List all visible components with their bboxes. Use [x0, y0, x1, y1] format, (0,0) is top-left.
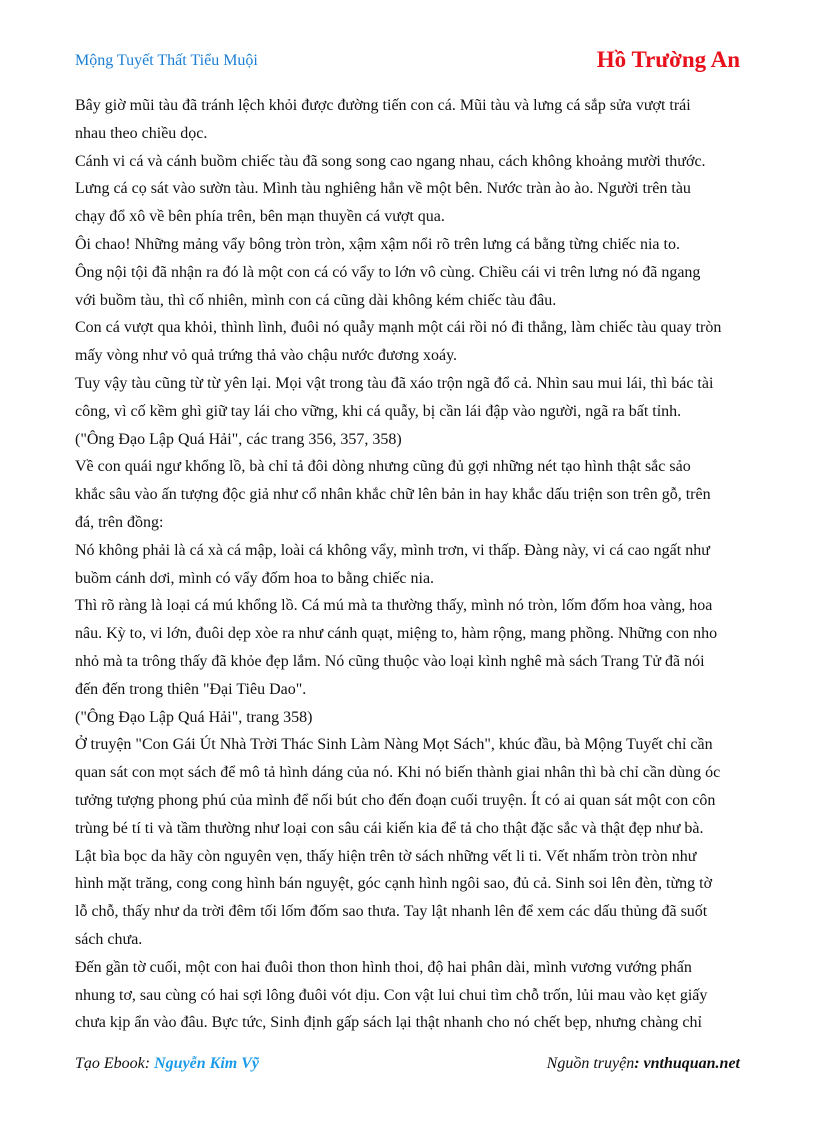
- text-line: công, vì cố kềm ghì giữ tay lái cho vững, khi cá quẫy, bị cần lái đập vào người, ngã ra bất tỉnh.: [75, 402, 682, 420]
- text-line: hình mặt trăng, cong cong hình bán nguyệt, góc cạnh hình ngôi sao, đủ cả. Sinh soi lên đèn, từng tờ: [75, 875, 713, 893]
- footer-ebook-credit: [75, 1055, 259, 1073]
- text-line: quan sát con mọt sách để mô tả hình dáng của nó. Khi nó biến thành giai nhân thì bà chỉ cần dùng óc: [75, 764, 721, 782]
- text-line: Tuy vậy tàu cũng từ từ yên lại. Mọi vật trong tàu đã xáo trộn ngã đổ cả. Nhìn sau mui lái, thì bác tài: [75, 374, 714, 392]
- text-line: chạy đổ xô về bên phía trên, bên mạn thuyền cá vượt qua.: [75, 208, 445, 226]
- text-line: trùng bé tí ti và tầm thường như loại con sâu cái kiến kia để tả cho thật đặc sắc và thật đẹp như bà.: [75, 819, 704, 837]
- text-line: chưa kịp ẩn vào đâu. Bực tức, Sinh định gấp sách lại thật nhanh cho nó chết bẹp, nhưng chàng chỉ: [75, 1014, 702, 1032]
- text-line: đá, trên đồng:: [75, 513, 164, 531]
- text-line: buồm cánh dơi, mình có vẩy đốm hoa to bằng chiếc nia.: [75, 569, 435, 587]
- ebook-label: Tạo Ebook: [75, 1055, 145, 1072]
- footer-source: [547, 1055, 740, 1073]
- text-line: ("Ông Đạo Lập Quá Hải", các trang 356, 357, 358): [75, 430, 402, 448]
- text-line: Về con quái ngư khổng lồ, bà chỉ tả đôi dòng nhưng cũng đủ gợi những nét tạo hình thật sắc sảo: [75, 458, 691, 476]
- ebook-separator: :: [144, 1055, 155, 1072]
- text-line: đến đến trong thiên "Đại Tiêu Dao".: [75, 680, 307, 698]
- text-line: ("Ông Đạo Lập Quá Hải", trang 358): [75, 708, 313, 726]
- text-line: Ông nội tội đã nhận ra đó là một con cá có vẩy to lớn vô cùng. Chiều cái vi trên lưng nó đã ngang: [75, 263, 701, 281]
- text-line: Cánh vi cá và cánh buồm chiếc tàu đã song song cao ngang nhau, cách không khoảng mười thước.: [75, 152, 706, 170]
- text-line: nhau theo chiều dọc.: [75, 124, 208, 142]
- text-line: Đến gần tờ cuối, một con hai đuôi thon thon hình thoi, độ hai phân dài, mình vương vướng phấn: [75, 958, 692, 976]
- text-line: Thì rõ ràng là loại cá mú khổng lồ. Cá mú mà ta thường thấy, mình nó tròn, lốm đốm hoa vàng, hoa: [75, 597, 713, 615]
- ebook-creator: Nguyễn Kim Vỹ: [154, 1055, 259, 1072]
- text-line: Bây giờ mũi tàu đã tránh lệch khỏi được đường tiến con cá. Mũi tàu và lưng cá sắp sửa vượt trái: [75, 97, 691, 114]
- text-line: nhỏ mà ta trông thấy đã khỏe đẹp lắm. Nó cũng thuộc vào loại kình nghê mà sách Trang Tử đã nói: [75, 652, 705, 670]
- text-line: Ôi chao! Những mảng vẩy bông tròn tròn, xậm xậm nổi rõ trên lưng cá bằng từng chiếc nia to.: [75, 235, 680, 253]
- text-line: Lưng cá cọ sát vào sườn tàu. Mình tàu nghiêng hẳn về một bên. Nước tràn ào ào. Người trên tàu: [75, 180, 691, 198]
- text-line: nâu. Kỳ to, vi lớn, đuôi dẹp xòe ra như cánh quạt, miệng to, hàm rộng, mang phồng. Những con nho: [75, 625, 718, 643]
- text-line: sách chưa.: [75, 930, 143, 948]
- text-line: với buồm tàu, thì cố nhiên, mình con cá cũng dài không kém chiếc tàu đâu.: [75, 291, 557, 309]
- document-body: [75, 92, 755, 1037]
- text-line: khắc sâu vào ấn tượng độc giả như cổ nhân khắc chữ lên bản in hay khắc dấu triện son trên gỗ, trên: [75, 486, 711, 504]
- book-title: Mộng Tuyết Thất Tiểu Muội: [75, 52, 258, 69]
- source-site: vnthuquan.net: [643, 1055, 740, 1072]
- text-line: Lật bìa bọc da hãy còn nguyên vẹn, thấy hiện trên tờ sách những vết li ti. Vết nhấm tròn tròn như: [75, 847, 697, 865]
- source-separator: :: [634, 1055, 644, 1072]
- text-line: Ở truyện "Con Gái Út Nhà Trời Thác Sinh Làm Nàng Mọt Sách", khúc đầu, bà Mộng Tuyết chỉ cần: [75, 736, 713, 754]
- author-name: Hồ Trường An: [596, 47, 740, 72]
- text-line: tưởng tượng phong phú của mình để nối bút cho đến đoạn cuối truyện. Ít có ai quan sát một con côn: [75, 791, 716, 809]
- text-line: lỗ chỗ, thấy như da trời đêm tối lốm đốm sao thưa. Tay lật nhanh lên để xem các dấu thủng đã suốt: [75, 903, 708, 921]
- source-label: Nguồn truyện: [546, 1055, 635, 1072]
- text-line: nhung tơ, sau cùng có hai sợi lông đuôi vót dịu. Con vật lui chui tìm chỗ trốn, lủi mau vào kẹt giấy: [75, 986, 708, 1004]
- text-line: Nó không phải là cá xà cá mập, loài cá không vẩy, mình trơn, vi thấp. Đàng này, vi cá cao ngất như: [75, 541, 710, 559]
- text-line: mấy vòng như vỏ quả trứng thả vào chậu nước đương xoáy.: [75, 347, 458, 365]
- text-line: Con cá vượt qua khỏi, thình lình, đuôi nó quẫy mạnh một cái rồi nó đi thẳng, làm chiếc tàu quay tròn: [75, 319, 722, 337]
